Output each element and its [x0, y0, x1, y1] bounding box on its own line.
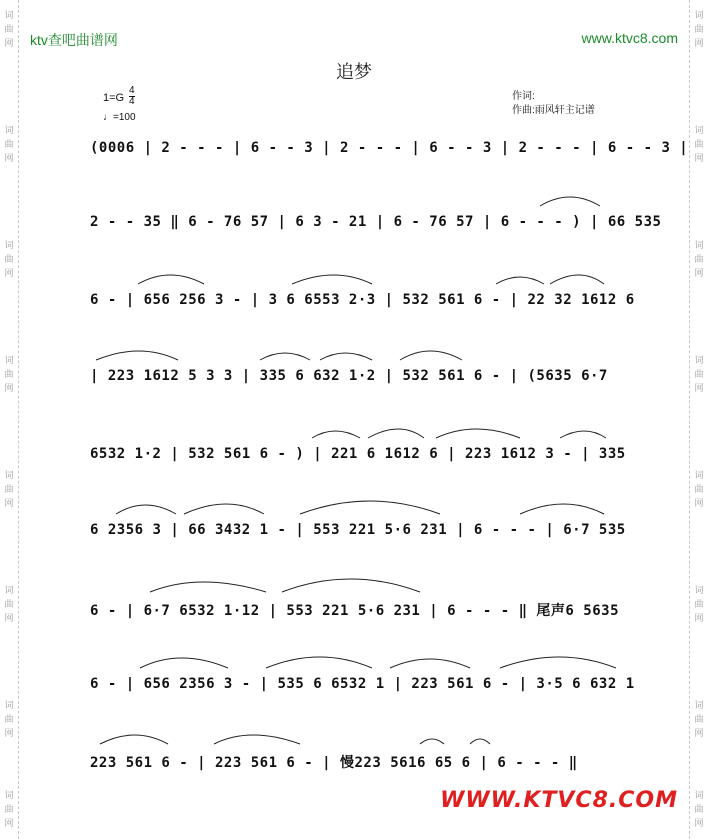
key-text: 1=G	[103, 92, 125, 104]
margin-mark: 网	[694, 819, 704, 829]
notation-text: 2 - - 35 ‖ 6 - 76 57 | 6 3 - 21 | 6 - 76 57 | 6 - - - ) | 66 535	[90, 214, 662, 230]
margin-mark: 曲	[694, 370, 704, 380]
site-watermark: WWW.KTVC8.COM	[440, 788, 678, 813]
margin-mark: 网	[4, 39, 14, 49]
composer-label: 作曲:雨风轩主记谱	[512, 105, 595, 116]
score-line	[0, 118, 708, 178]
margin-mark: 网	[694, 39, 704, 49]
margin-mark: 曲	[4, 25, 14, 35]
margin-mark: 曲	[694, 715, 704, 725]
margin-mark: 曲	[694, 25, 704, 35]
margin-mark: 词	[4, 126, 14, 136]
margin-mark: 网	[4, 729, 14, 739]
margin-mark: 曲	[4, 805, 14, 815]
notation-text: 6 - | 656 256 3 - | 3 6 6553 2·3 | 532 561 6 - | 22 32 1612 6	[90, 292, 635, 308]
tempo-marking: ♩=100	[103, 112, 136, 123]
margin-mark: 网	[694, 729, 704, 739]
site-name-link[interactable]: ktv查吧曲谱网	[30, 32, 118, 48]
margin-mark: 词	[4, 356, 14, 366]
credits	[512, 90, 595, 118]
margin-mark: 曲	[694, 485, 704, 495]
margin-mark: 曲	[694, 255, 704, 265]
lyricist-label: 作词:	[512, 91, 535, 102]
margin-mark: 词	[4, 11, 14, 21]
margin-mark: 曲	[4, 370, 14, 380]
margin-mark: 网	[4, 614, 14, 624]
score-line	[0, 500, 708, 560]
score-line	[0, 346, 708, 406]
margin-mark: 曲	[694, 600, 704, 610]
margin-mark: 网	[694, 154, 704, 164]
margin-mark: 曲	[4, 140, 14, 150]
margin-mark: 网	[4, 154, 14, 164]
song-title: 追梦	[336, 62, 372, 83]
margin-mark: 网	[694, 499, 704, 509]
margin-mark: 词	[694, 586, 704, 596]
score-line	[0, 270, 708, 330]
margin-mark: 网	[4, 384, 14, 394]
margin-mark: 网	[694, 614, 704, 624]
site-url-link[interactable]: www.ktvc8.com	[581, 30, 678, 46]
score-line	[0, 730, 708, 790]
margin-mark: 网	[4, 819, 14, 829]
margin-mark: 网	[694, 269, 704, 279]
score-line	[0, 192, 708, 252]
score-line	[0, 578, 708, 638]
margin-mark: 词	[4, 586, 14, 596]
margin-mark: 词	[694, 791, 704, 801]
margin-mark: 曲	[694, 140, 704, 150]
margin-mark: 曲	[4, 255, 14, 265]
margin-mark: 网	[4, 499, 14, 509]
margin-mark: 词	[694, 126, 704, 136]
margin-mark: 词	[4, 701, 14, 711]
notation-text: 6 - | 656 2356 3 - | 535 6 6532 1 | 223 561 6 - | 3·5 6 632 1	[90, 676, 635, 692]
score-line	[0, 424, 708, 484]
time-bottom: 4	[129, 96, 135, 107]
margin-mark: 网	[694, 384, 704, 394]
margin-mark: 网	[4, 269, 14, 279]
notation-text: 223 561 6 - | 223 561 6 - | 慢223 5616 65 6 | 6 - - - ‖	[90, 755, 578, 771]
notation-text: (0006 | 2 - - - | 6 - - 3 | 2 - - - | 6 - - 3 | 2 - - - | 6 - - 3 |	[90, 140, 689, 156]
margin-mark: 曲	[4, 485, 14, 495]
time-signature	[129, 86, 135, 107]
margin-mark: 词	[4, 791, 14, 801]
score-line	[0, 654, 708, 714]
margin-mark: 词	[694, 471, 704, 481]
margin-mark: 词	[694, 11, 704, 21]
notation-text: 6 2356 3 | 66 3432 1 - | 553 221 5·6 231 | 6 - - - | 6·7 535	[90, 522, 626, 538]
margin-mark: 曲	[4, 600, 14, 610]
margin-mark: 词	[694, 701, 704, 711]
margin-mark: 曲	[4, 715, 14, 725]
notation-text: | 223 1612 5 3 3 | 335 6 632 1·2 | 532 561 6 - | (5635 6·7	[90, 368, 608, 384]
margin-mark: 词	[4, 471, 14, 481]
notation-text: 6 - | 6·7 6532 1·12 | 553 221 5·6 231 | 6 - - - ‖ 尾声6 5635	[90, 603, 620, 619]
margin-mark: 词	[694, 241, 704, 251]
time-top: 4	[129, 85, 135, 96]
key-signature	[103, 85, 135, 107]
margin-mark: 词	[694, 356, 704, 366]
margin-mark: 词	[4, 241, 14, 251]
margin-mark: 曲	[694, 805, 704, 815]
notation-text: 6532 1·2 | 532 561 6 - ) | 221 6 1612 6 | 223 1612 3 - | 335	[90, 446, 626, 462]
